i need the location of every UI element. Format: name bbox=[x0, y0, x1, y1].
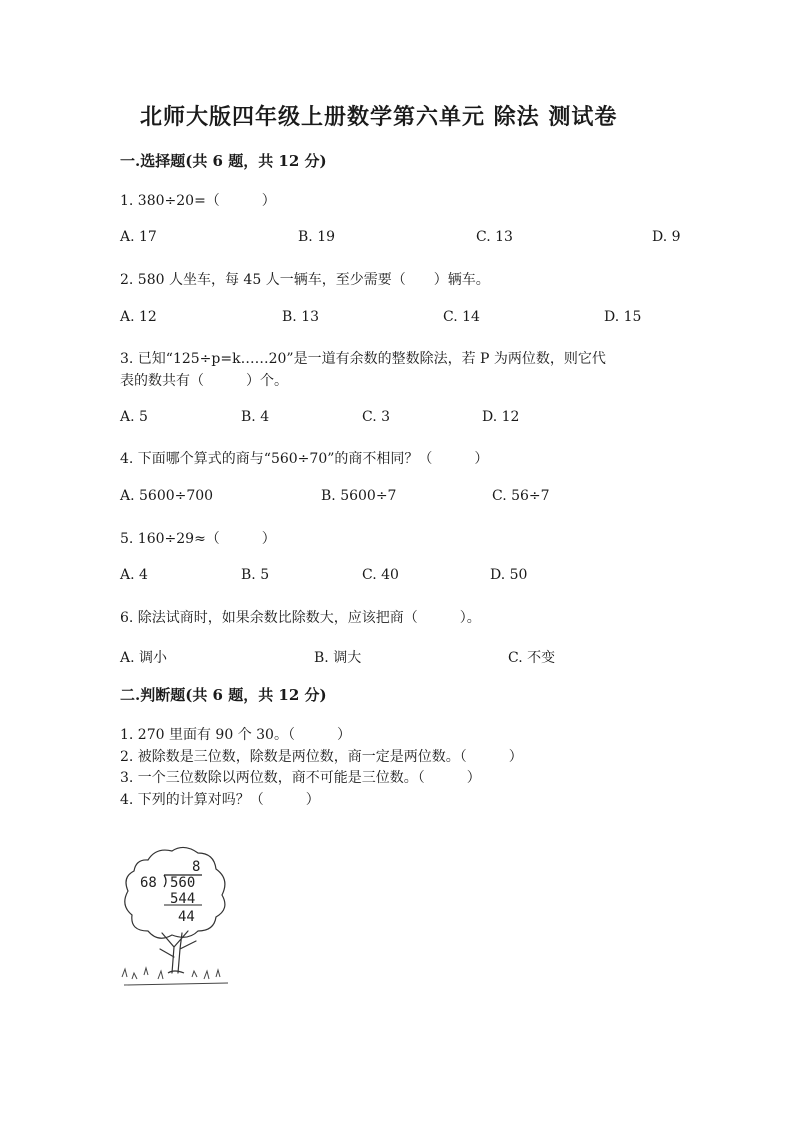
q6-option-c: C. 不变 bbox=[508, 650, 556, 666]
question-2: 2. 580 人坐车，每 45 人一辆车，至少需要（ ）辆车。 bbox=[120, 272, 490, 288]
q1-option-a: A. 17 bbox=[120, 229, 157, 245]
q3-option-c: C. 3 bbox=[362, 409, 391, 425]
judgement-2: 2. 被除数是三位数，除数是两位数，商一定是两位数。（ ） bbox=[120, 749, 523, 765]
judgement-4: 4. 下列的计算对吗？（ ） bbox=[120, 792, 320, 808]
q6-option-b: B. 调大 bbox=[314, 650, 362, 666]
page-title: 北师大版四年级上册数学第六单元 除法 测试卷 bbox=[140, 104, 618, 130]
q2-option-b: B. 13 bbox=[282, 309, 320, 325]
question-1: 1. 380÷20=（ ） bbox=[120, 193, 276, 209]
section1-heading: 一.选择题(共 6 题，共 12 分) bbox=[120, 152, 327, 170]
remainder-text: 44 bbox=[178, 909, 195, 925]
q4-option-a: A. 5600÷700 bbox=[120, 488, 214, 504]
q2-option-c: C. 14 bbox=[443, 309, 480, 325]
q5-option-c: C. 40 bbox=[362, 567, 399, 583]
tree-division-illustration bbox=[118, 845, 233, 995]
division-bracket bbox=[164, 875, 166, 887]
q6-option-a: A. 调小 bbox=[120, 650, 168, 666]
q1-option-c: C. 13 bbox=[476, 229, 513, 245]
q1-option-b: B. 19 bbox=[298, 229, 336, 245]
q4-option-b: B. 5600÷7 bbox=[321, 488, 397, 504]
section2-heading: 二.判断题(共 6 题，共 12 分) bbox=[120, 686, 327, 704]
question-3-line2: 表的数共有（ ）个。 bbox=[120, 373, 288, 389]
q3-option-b: B. 4 bbox=[241, 409, 270, 425]
product-text: 544 bbox=[170, 891, 196, 907]
question-3-line1: 3. 已知“125÷p=k……20”是一道有余数的整数除法，若 P 为两位数，则它代 bbox=[120, 351, 606, 367]
q5-option-a: A. 4 bbox=[120, 567, 148, 583]
question-5: 5. 160÷29≈（ ） bbox=[120, 531, 276, 547]
judgement-3: 3. 一个三位数除以两位数，商不可能是三位数。（ ） bbox=[120, 770, 481, 786]
question-4: 4. 下面哪个算式的商与“560÷70”的商不相同？（ ） bbox=[120, 451, 489, 467]
dividend-text: 560 bbox=[170, 875, 196, 891]
judgement-1: 1. 270 里面有 90 个 30。（ ） bbox=[120, 727, 351, 743]
q3-option-d: D. 12 bbox=[482, 409, 520, 425]
q5-option-b: B. 5 bbox=[241, 567, 270, 583]
q2-option-d: D. 15 bbox=[604, 309, 642, 325]
q3-option-a: A. 5 bbox=[120, 409, 148, 425]
tree-division-drawing bbox=[118, 845, 233, 995]
q4-option-c: C. 56÷7 bbox=[492, 488, 550, 504]
q1-option-d: D. 9 bbox=[652, 229, 681, 245]
q2-option-a: A. 12 bbox=[120, 309, 157, 325]
tree-roots bbox=[168, 971, 184, 973]
q5-option-d: D. 50 bbox=[490, 567, 528, 583]
question-6: 6. 除法试商时，如果余数比除数大，应该把商（ ）。 bbox=[120, 610, 481, 626]
divisor-text: 68 bbox=[140, 875, 157, 891]
quotient-text: 8 bbox=[192, 859, 201, 875]
